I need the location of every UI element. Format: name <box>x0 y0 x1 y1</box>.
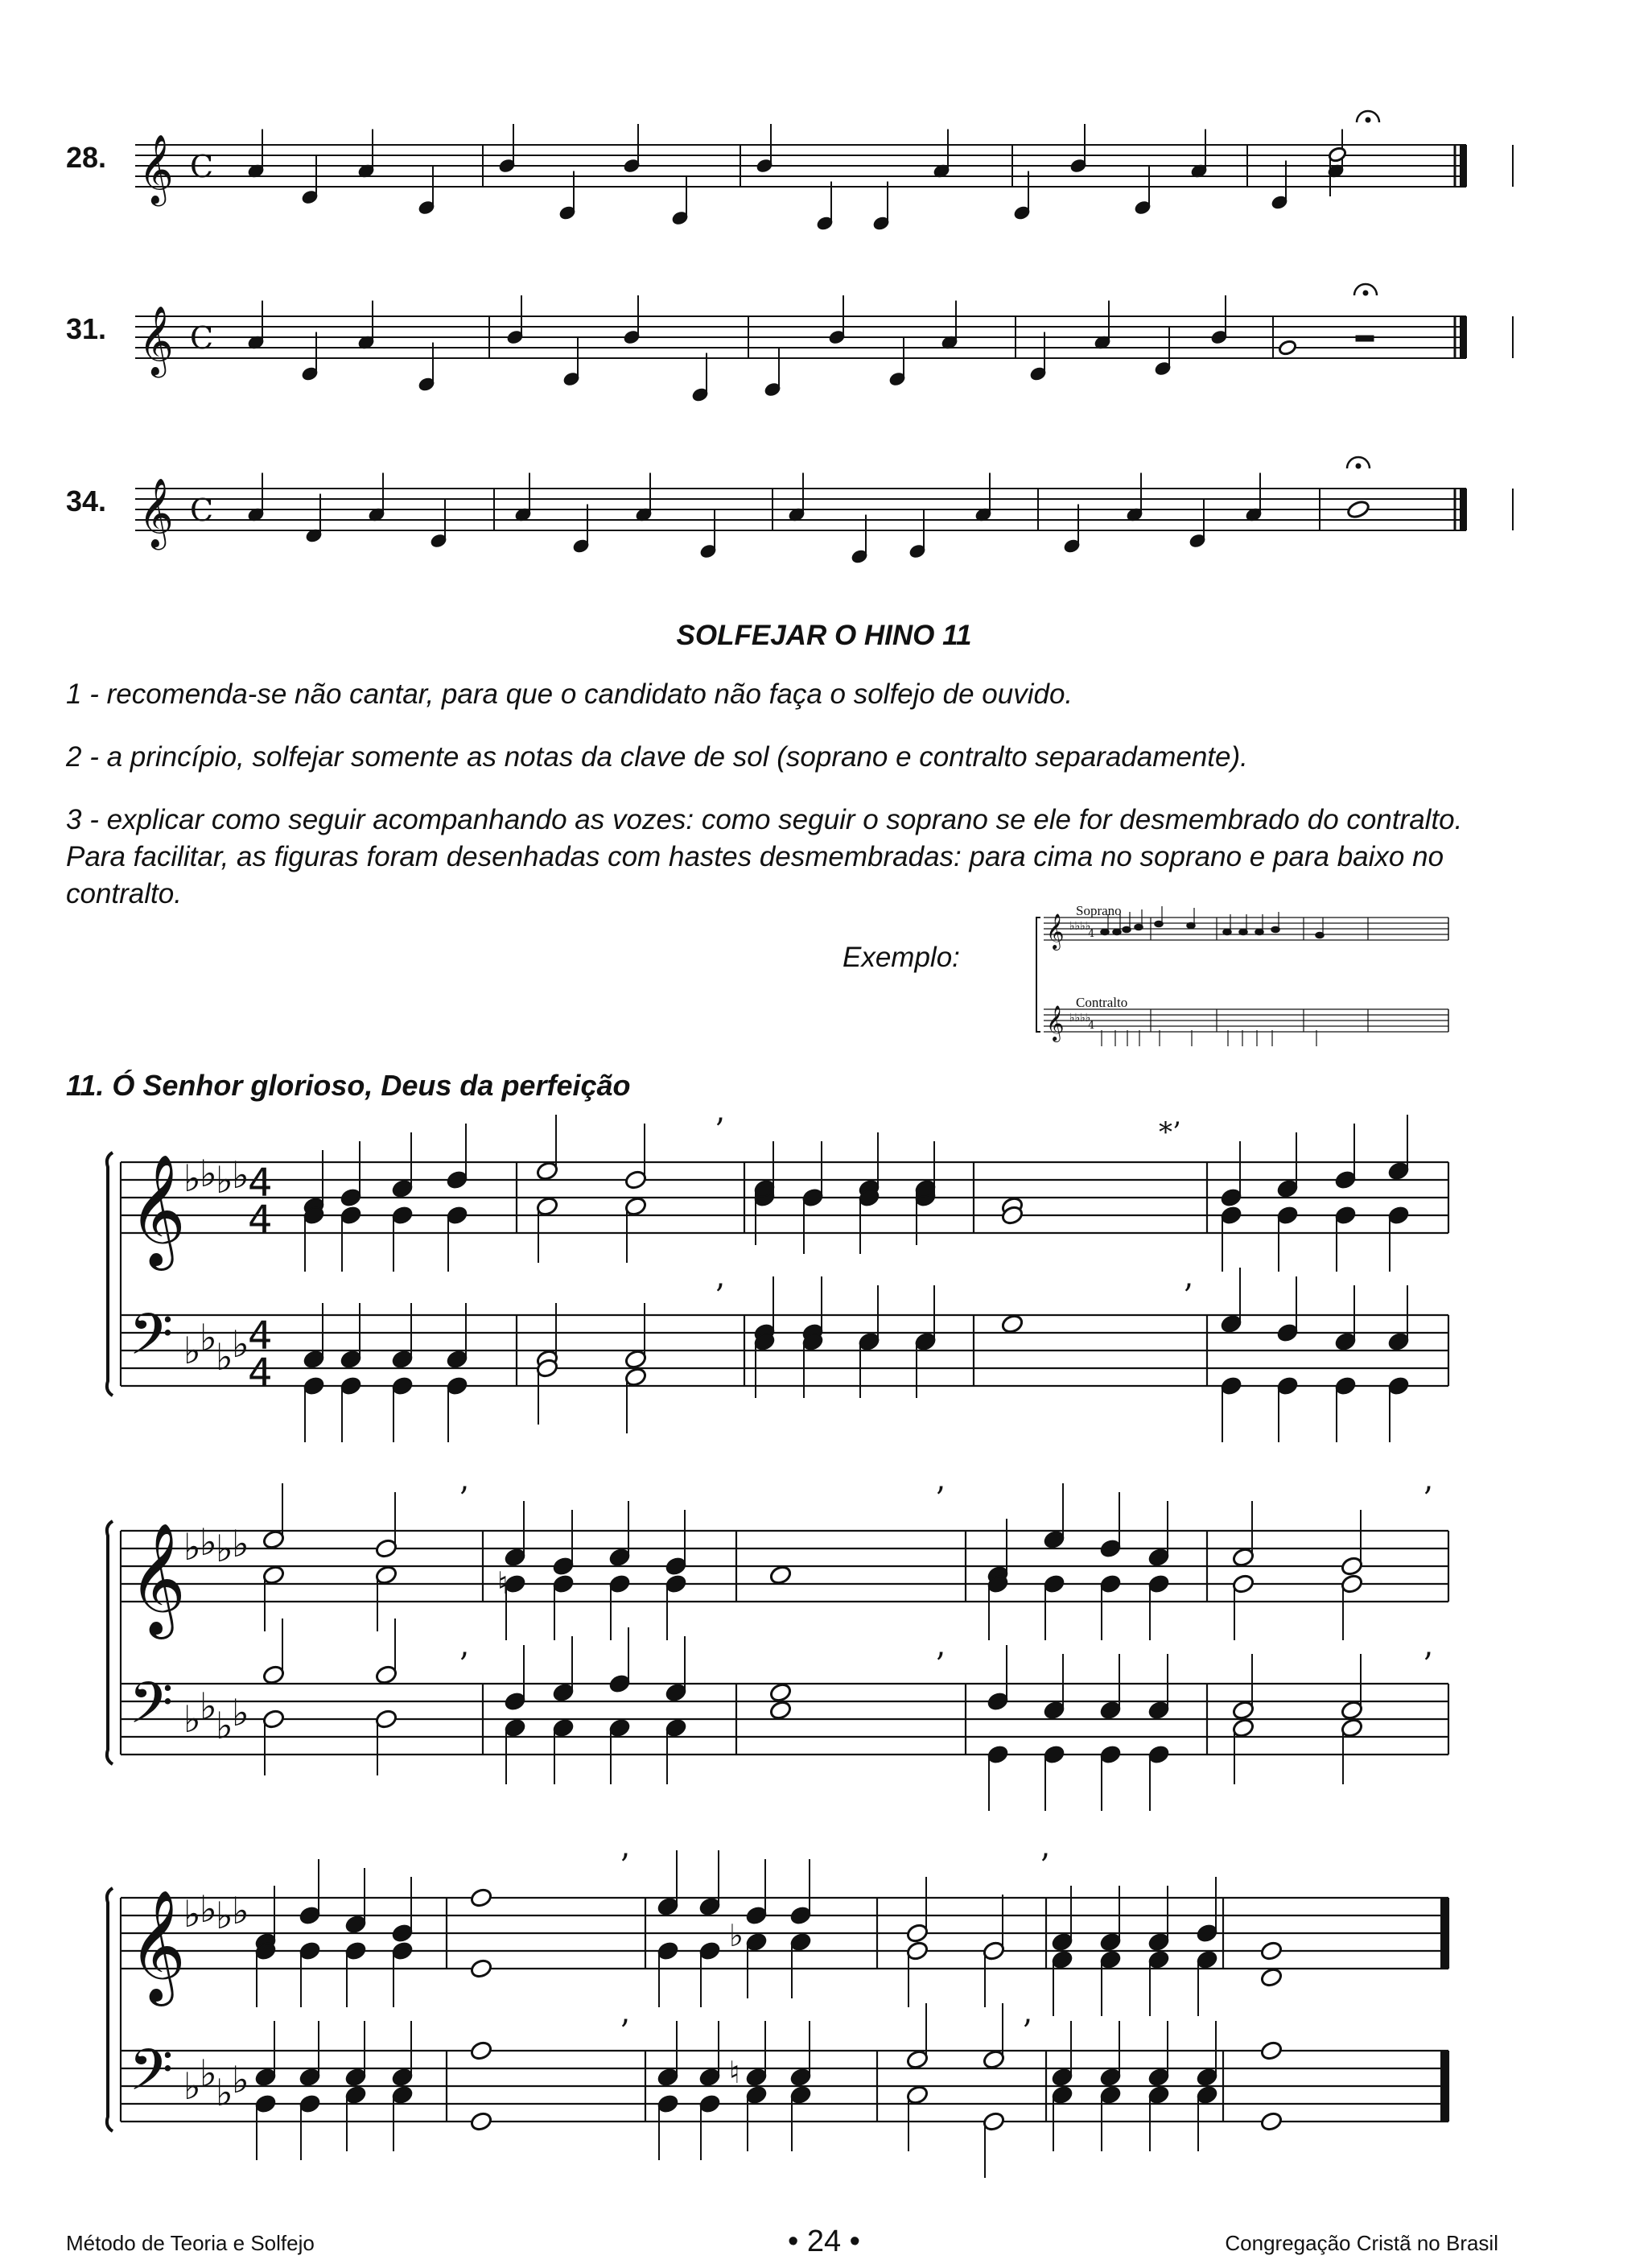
bass-note <box>469 2111 492 2132</box>
system-bracket <box>107 1888 113 2131</box>
system-bracket <box>107 1153 113 1396</box>
flat-icon: ♭ <box>232 1691 249 1734</box>
natural-icon: ♮ <box>497 1565 509 1601</box>
flat-icon: ♭ <box>232 1322 249 1366</box>
alto-note <box>768 1565 792 1586</box>
time-signature-top: 4 <box>248 1161 273 1206</box>
soprano-note <box>1259 1940 1283 1961</box>
natural-icon: ♮ <box>729 2055 740 2090</box>
footer-right: Congregação Cristã no Brasil <box>1225 2231 1498 2255</box>
flat-icon: ♭ <box>200 1887 217 1931</box>
flat-icon: ♭ <box>200 2052 217 2095</box>
alto-note <box>469 1958 492 1979</box>
flat-icon: ♭ <box>216 1704 233 1747</box>
alto-note <box>1259 1967 1283 1988</box>
breath-mark-icon: ’ <box>459 1647 469 1684</box>
instruction-3: 3 - explicar como seguir acompanhando as vozes: como seguir o soprano se ele for desmembrado do contralto. Para facilitar, as figuras foram desenhadas com hastes desmembradas: para cima no soprano e para baixo no contralto. <box>66 804 1463 909</box>
treble-clef-icon: 𝄞 <box>138 306 174 375</box>
hymn-title: 11. Ó Senhor glorioso, Deus da perfeição <box>66 1069 631 1102</box>
common-time-icon: C <box>190 493 214 528</box>
example-soprano-label: Soprano <box>1076 903 1122 918</box>
flat-icon: ♭ <box>200 1152 217 1195</box>
breath-mark-icon: ’ <box>715 1112 725 1149</box>
flat-icon: ♭ <box>232 1153 249 1197</box>
final-barline-thick <box>1440 1898 1448 1969</box>
bass-clef-icon: 𝄢 <box>129 1670 174 1750</box>
instruction-1: 1 - recomenda-se não cantar, para que o candidato não faça o solfejo de ouvido. <box>66 678 1073 710</box>
bass-note <box>768 1700 792 1721</box>
flat-icon: ♭ <box>200 1316 217 1359</box>
flat-icon: ♭ <box>216 1527 233 1570</box>
example-contralto-label: Contralto <box>1076 995 1128 1010</box>
tenor-note <box>768 1682 792 1703</box>
treble-clef-icon: 𝄞 <box>1046 1005 1065 1041</box>
instruction-2: 2 - a princípio, solfejar somente as notas da clave de sol (soprano e contralto separadamente). <box>66 741 1248 773</box>
bass-clef-icon: 𝄢 <box>129 2037 174 2117</box>
common-time-icon: C <box>190 149 214 184</box>
flat-icon: ♭ <box>232 2058 249 2101</box>
flat-icon: ♭ <box>200 1520 217 1564</box>
exercise-number-34: 34. <box>66 485 107 518</box>
breath-mark-icon: ’ <box>1183 1278 1193 1315</box>
breath-mark-icon: ’ <box>1022 2014 1032 2051</box>
flat-icon: ♭ <box>729 1918 744 1953</box>
exercise-number-31: 31. <box>66 312 107 345</box>
breath-mark-icon: ’ <box>459 1481 469 1518</box>
final-barline-thick <box>1440 2051 1448 2122</box>
common-time-icon: C <box>190 320 214 356</box>
flat-icon: ♭ <box>183 2064 201 2108</box>
treble-clef-icon: 𝄞 <box>138 478 174 547</box>
breath-mark-icon: ’ <box>1423 1481 1433 1518</box>
breath-mark-icon: ’ <box>620 2014 630 2051</box>
system-bracket <box>107 1521 113 1764</box>
flat-icon: ♭ <box>183 1892 201 1936</box>
time-signature-top: 4 <box>1088 928 1095 940</box>
treble-clef-icon: 𝄞 <box>138 134 174 204</box>
flat-icon: ♭♭♭♭ <box>1069 920 1091 933</box>
treble-clef-icon: 𝄞 <box>129 1154 186 1266</box>
breath-mark-icon: ’ <box>935 1647 946 1684</box>
bass-clef-icon: 𝄢 <box>129 1301 174 1382</box>
flat-icon: ♭ <box>216 1894 233 1937</box>
time-signature-top: 4 <box>1088 1020 1095 1032</box>
treble-clef-icon: 𝄞 <box>129 1523 186 1635</box>
bass-note <box>1000 1313 1024 1334</box>
footer-left: Método de Teoria e Solfejo <box>66 2231 315 2255</box>
flat-icon: ♭ <box>183 1525 201 1569</box>
flat-icon: ♭ <box>216 1335 233 1379</box>
breath-mark-icon: ’ <box>620 1848 630 1885</box>
breath-mark-icon: *’ <box>1159 1116 1181 1148</box>
tenor-note <box>1259 2040 1283 2061</box>
exercise-number-28: 28. <box>66 141 107 174</box>
example-label: Exemplo: <box>843 942 960 973</box>
time-signature-bottom: 4 <box>248 1198 273 1243</box>
treble-clef-icon: 𝄞 <box>1046 913 1065 949</box>
breath-mark-icon: ’ <box>1423 1647 1433 1684</box>
flat-icon: ♭ <box>216 2071 233 2114</box>
bass-note <box>1259 2111 1283 2132</box>
flat-icon: ♭ <box>183 1697 201 1741</box>
section-heading: SOLFEJAR O HINO 11 <box>676 620 972 651</box>
flat-icon: ♭♭♭♭ <box>1069 1012 1091 1025</box>
time-signature-bottom: 4 <box>248 1350 273 1396</box>
tenor-note <box>469 2040 492 2061</box>
time-signature-top: 4 <box>248 1313 273 1359</box>
flat-icon: ♭ <box>200 1685 217 1728</box>
flat-icon: ♭ <box>232 1889 249 1932</box>
breath-mark-icon: ’ <box>1040 1848 1050 1885</box>
flat-icon: ♭ <box>183 1329 201 1372</box>
flat-icon: ♭ <box>232 1522 249 1565</box>
flat-icon: ♭ <box>216 1158 233 1202</box>
breath-mark-icon: ’ <box>935 1481 946 1518</box>
soprano-note <box>469 1887 492 1908</box>
flat-icon: ♭ <box>183 1157 201 1200</box>
page-number: • 24 • <box>788 2225 860 2258</box>
treble-clef-icon: 𝄞 <box>129 1890 186 2002</box>
breath-mark-icon: ’ <box>715 1278 725 1315</box>
